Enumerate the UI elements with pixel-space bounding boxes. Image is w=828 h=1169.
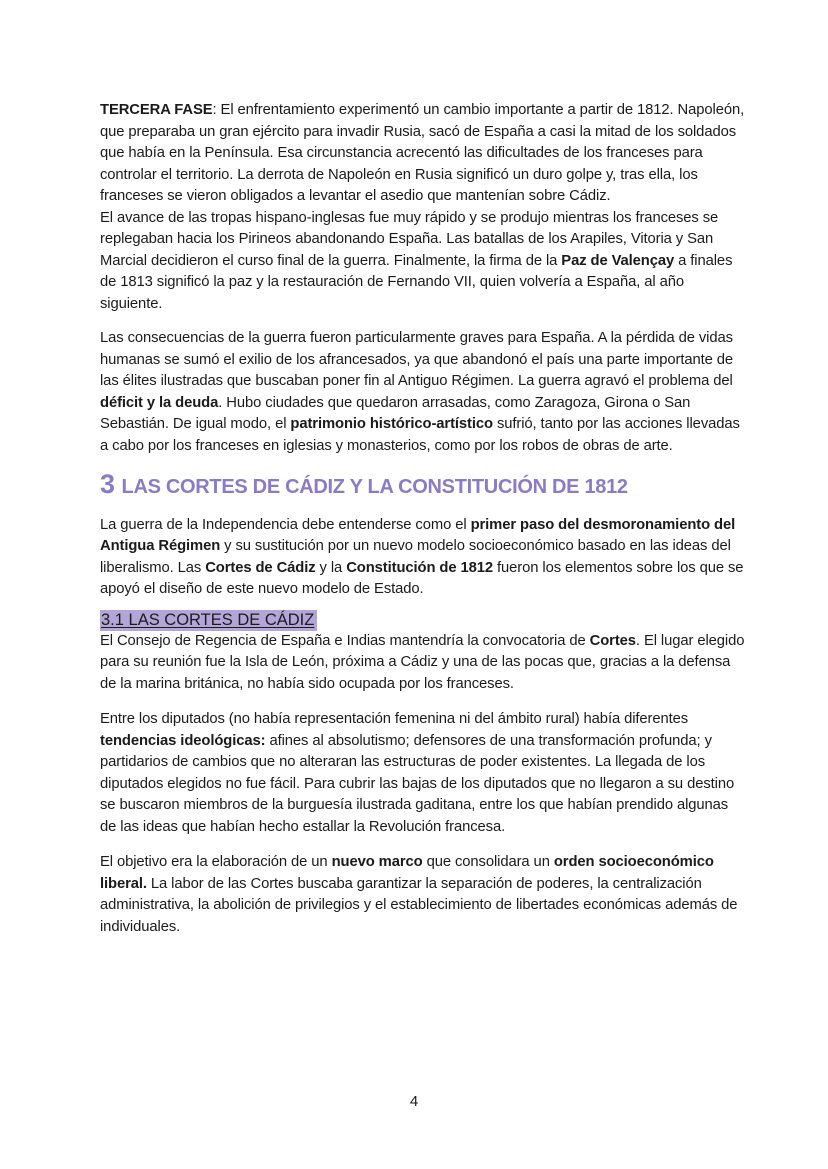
document-content <box>100 100 748 938</box>
section-heading <box>100 467 748 502</box>
paragraph-avance-tropas <box>100 208 748 316</box>
paragraph-consejo-regencia <box>100 631 748 696</box>
text-run: y la <box>315 559 347 576</box>
paragraph-tercera-fase <box>100 100 748 208</box>
paragraph-diputados <box>100 709 748 838</box>
text-run: . Hubo ciudades que quedaron arrasadas, como Zaragoza, Girona o San Sebastián. De igual modo, el <box>100 394 691 432</box>
text-run: y su sustitución por un nuevo modelo socioeconómico basado en las ideas del liberalismo. Las <box>100 538 731 576</box>
text-run: : El enfrentamiento experimentó un cambio importante a partir de 1812. Napoleón, que preparaba un gran ejército para invadir Rusia, sacó de España a casi la mitad de los soldados que había en la Península. Esa circunstancia acrecentó las dificultades de los franceses para controlar el territorio. La derrota de Napoleón en Rusia significó un duro golpe y, tras ella, los franceses se vieron obligados a levantar el asedio que mantenían sobre Cádiz. <box>100 102 745 204</box>
page-number: 4 <box>409 1093 419 1110</box>
section-title: LAS CORTES DE CÁDIZ Y LA CONSTITUCIÓN DE 1812 <box>121 476 628 498</box>
text-run: Entre los diputados (no había representación femenina ni del ámbito rural) había diferentes <box>100 711 689 727</box>
text-run: afines al absolutismo; defensores de una transformación profunda; y partidarios de cambios que no alteraran las estructuras de poder existentes. La llegada de los diputados elegidos no fue fácil. Para cubrir las bajas de los diputados que no llegaron a su destino se buscaron miembros de la burguesía ilustrada gaditana, entre los que habían prendido algunas de las ideas que habían hecho estallar la Revolución francesa. <box>100 732 735 835</box>
text-run: . El lugar elegido para su reunión fue la Isla de León, próxima a Cádiz y una de las pocas que, gracias a la defensa de la marina británica, no había sido ocupada por los franceses. <box>100 632 745 692</box>
text-run: a finales de 1813 significó la paz y la restauración de Fernando VII, quien volvería a España, al año siguiente. <box>100 252 733 312</box>
page-footer <box>0 1093 828 1111</box>
paragraph-consecuencias-guerra <box>100 328 748 457</box>
bold-text-run: primer paso del desmoronamiento del Antigua Régimen <box>100 516 736 554</box>
bold-text-run: tendencias ideológicas: <box>100 732 266 749</box>
text-run: Las consecuencias de la guerra fueron particularmente graves para España. A la pérdida de vidas humanas se sumó el exilio de los afrancesados, ya que abandonó el país una parte importante de las élites ilustradas que buscaban poner fin al Antiguo Régimen. La guerra agravó el problema del <box>100 330 734 389</box>
section-number: 3 <box>100 469 115 499</box>
bold-text-run: Cortes <box>589 632 636 649</box>
subsection-heading <box>100 609 748 631</box>
text-run: El avance de las tropas hispano-inglesas fue muy rápido y se produjo mientras los franceses se replegaban hacia los Pirineos abandonando España. Las batallas de los Arapiles, Vitoria y San Marcial decidieron el curso final de la guerra. Finalmente, la firma de la <box>100 209 719 269</box>
bold-text-run: Constitución de 1812 <box>346 559 494 576</box>
bold-text-run: déficit y la deuda <box>100 394 219 411</box>
text-run: El objetivo era la elaboración de un <box>100 854 332 870</box>
text-run: fueron los elementos sobre los que se apoyó el diseño de este nuevo modelo de Estado. <box>100 559 744 597</box>
text-run: que consolidara un <box>422 854 554 870</box>
bold-text-run: TERCERA FASE <box>100 102 213 118</box>
paragraph-guerra-independencia <box>100 515 748 601</box>
text-run: La labor de las Cortes buscaba garantizar la separación de poderes, la centralización administrativa, la abolición de privilegios y el establecimiento de libertades económicas además de individuales. <box>100 875 738 935</box>
bold-text-run: nuevo marco <box>331 854 423 870</box>
bold-text-run: Cortes de Cádiz <box>205 559 316 576</box>
subsection-heading-text: 3.1 LAS CORTES DE CÁDIZ <box>100 610 317 631</box>
bold-text-run: Paz de Valençay <box>561 252 675 269</box>
text-run: sufrió, tanto por las acciones llevadas a cabo por los franceses en iglesias y monasterios, como por los robos de obras de arte. <box>100 416 740 454</box>
text-run: El Consejo de Regencia de España e Indias mantendría la convocatoria de <box>100 632 590 649</box>
text-run: La guerra de la Independencia debe entenderse como el <box>100 516 471 533</box>
bold-text-run: orden socioeconómico liberal. <box>100 854 714 892</box>
bold-text-run: patrimonio histórico-artístico <box>290 416 493 432</box>
paragraph-objetivo <box>100 852 748 938</box>
